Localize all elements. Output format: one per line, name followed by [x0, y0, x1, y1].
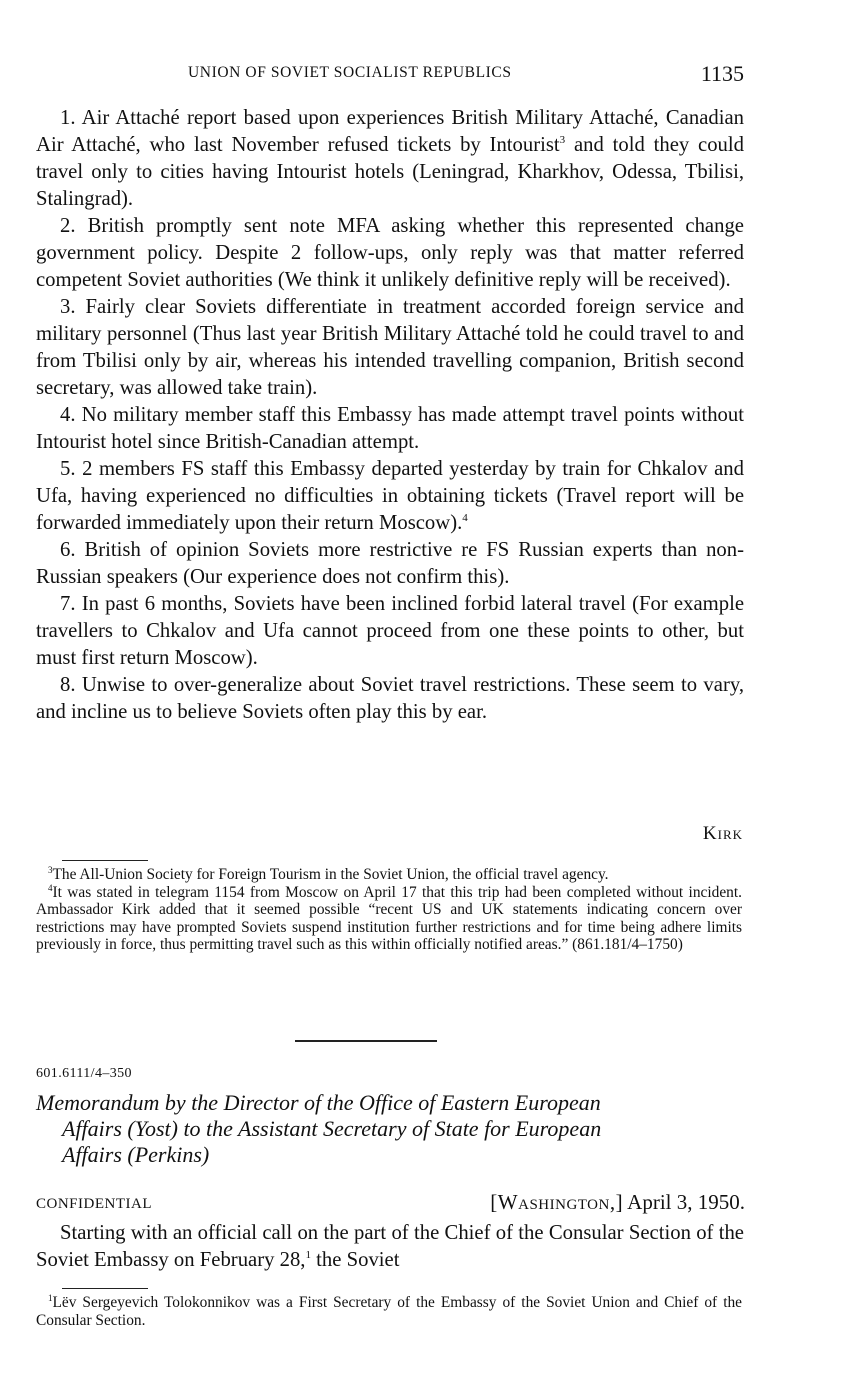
telegram-paragraph-2: 2. British promptly sent note MFA asking whether this represented change government policy. Despite 2 follow-ups, only reply was that matter referred competent Soviet authorities (We think it unlikely definitive reply will be received).	[36, 215, 744, 291]
memorandum-title	[36, 1090, 746, 1168]
footnote-divider-top	[62, 860, 148, 861]
footnote-ref-3[interactable]: 3	[559, 134, 566, 146]
classification-label: CONFIDENTIAL	[36, 1196, 152, 1212]
footnote-divider-bottom	[62, 1288, 148, 1289]
dateline-place: [Washington,]	[490, 1190, 624, 1214]
memorandum-title-line-2: Affairs (Yost) to the Assistant Secretary of State for European	[62, 1116, 602, 1141]
telegram-paragraph-1: 1. Air Attaché report based upon experiences British Military Attaché, Canadian Air Attaché, who last November refused tickets by Intourist$^3$ and told they could travel only to cities having Intourist hotels (Leningrad, Kharkhov, Odessa, Tbilisi, Stalingrad).	[36, 107, 744, 210]
telegram-paragraph-5: 5. 2 members FS staff this Embassy departed yesterday by train for Chkalov and Ufa, having experienced no difficulties in obtaining tickets (Travel report will be forwarded immediately upon their return Moscow).$^4$	[36, 458, 744, 534]
footnote-3: $^3$The All-Union Society for Foreign Tourism in the Soviet Union, the official travel agency.	[48, 865, 609, 883]
file-number: 601.6111/4–350	[36, 1066, 132, 1081]
memorandum-title-line-1: Memorandum by the Director of the Office of Eastern European	[36, 1090, 601, 1115]
footnote-4: $^4$It was stated in telegram 1154 from Moscow on April 17 that this trip had been completed without incident. Ambassador Kirk added that it seemed possible “recent US and UK statements indicating concern over restrictions may have prompted Soviets suspend institution further restrictions and for time being adhere limits previously in force, thus permitting travel such as this within officially notified areas.” (861.181/4–1750)	[36, 882, 742, 953]
telegram-paragraph-6: 6. British of opinion Soviets more restrictive re FS Russian experts than non-Russian speakers (Our experience does not confirm this).	[36, 539, 744, 588]
telegram-paragraph-7: 7. In past 6 months, Soviets have been inclined forbid lateral travel (For example travellers to Chkalov and Ufa cannot proceed from one these points to other, but must first return Moscow).	[36, 593, 744, 669]
footnote-1: $^1$Lëv Sergeyevich Tolokonnikov was a First Secretary of the Embassy of the Soviet Union and Chief of the Consular Section.	[36, 1293, 742, 1329]
telegram-paragraph-3: 3. Fairly clear Soviets differentiate in treatment accorded foreign service and military personnel (Thus last year British Military Attaché told he could travel to and from Tbilisi only by air, whereas his intended travelling companion, British second secretary, was allowed take train).	[36, 296, 744, 399]
telegram-paragraph-8: 8. Unwise to over-generalize about Soviet travel restrictions. These seem to vary, and incline us to believe Soviets often play this by ear.	[36, 674, 744, 723]
footnote-ref-4[interactable]: 4	[462, 512, 468, 524]
footnote-ref-1[interactable]: 1	[305, 1249, 311, 1261]
telegram-body	[36, 105, 744, 726]
dateline	[490, 1190, 745, 1215]
signature: Kirk	[702, 823, 743, 844]
telegram-paragraph-4: 4. No military member staff this Embassy has made attempt travel points without Intourist hotel since British-Canadian attempt.	[36, 404, 744, 453]
memorandum-title-line-3: Affairs (Perkins)	[62, 1142, 210, 1167]
memorandum-body	[36, 1220, 744, 1274]
memorandum-paragraph-1: Starting with an official call on the part of the Chief of the Consular Section of the Soviet Embassy on February 28,$^1$ the Soviet	[36, 1222, 744, 1271]
footnotes-bottom	[36, 1294, 742, 1330]
running-head	[38, 62, 744, 88]
footnotes-top	[36, 866, 742, 954]
section-divider	[295, 1040, 437, 1042]
dateline-date: April 3, 1950.	[627, 1190, 745, 1214]
running-title: UNION OF SOVIET SOCIALIST REPUBLICS	[188, 64, 512, 81]
page-number: 1135	[700, 61, 744, 86]
